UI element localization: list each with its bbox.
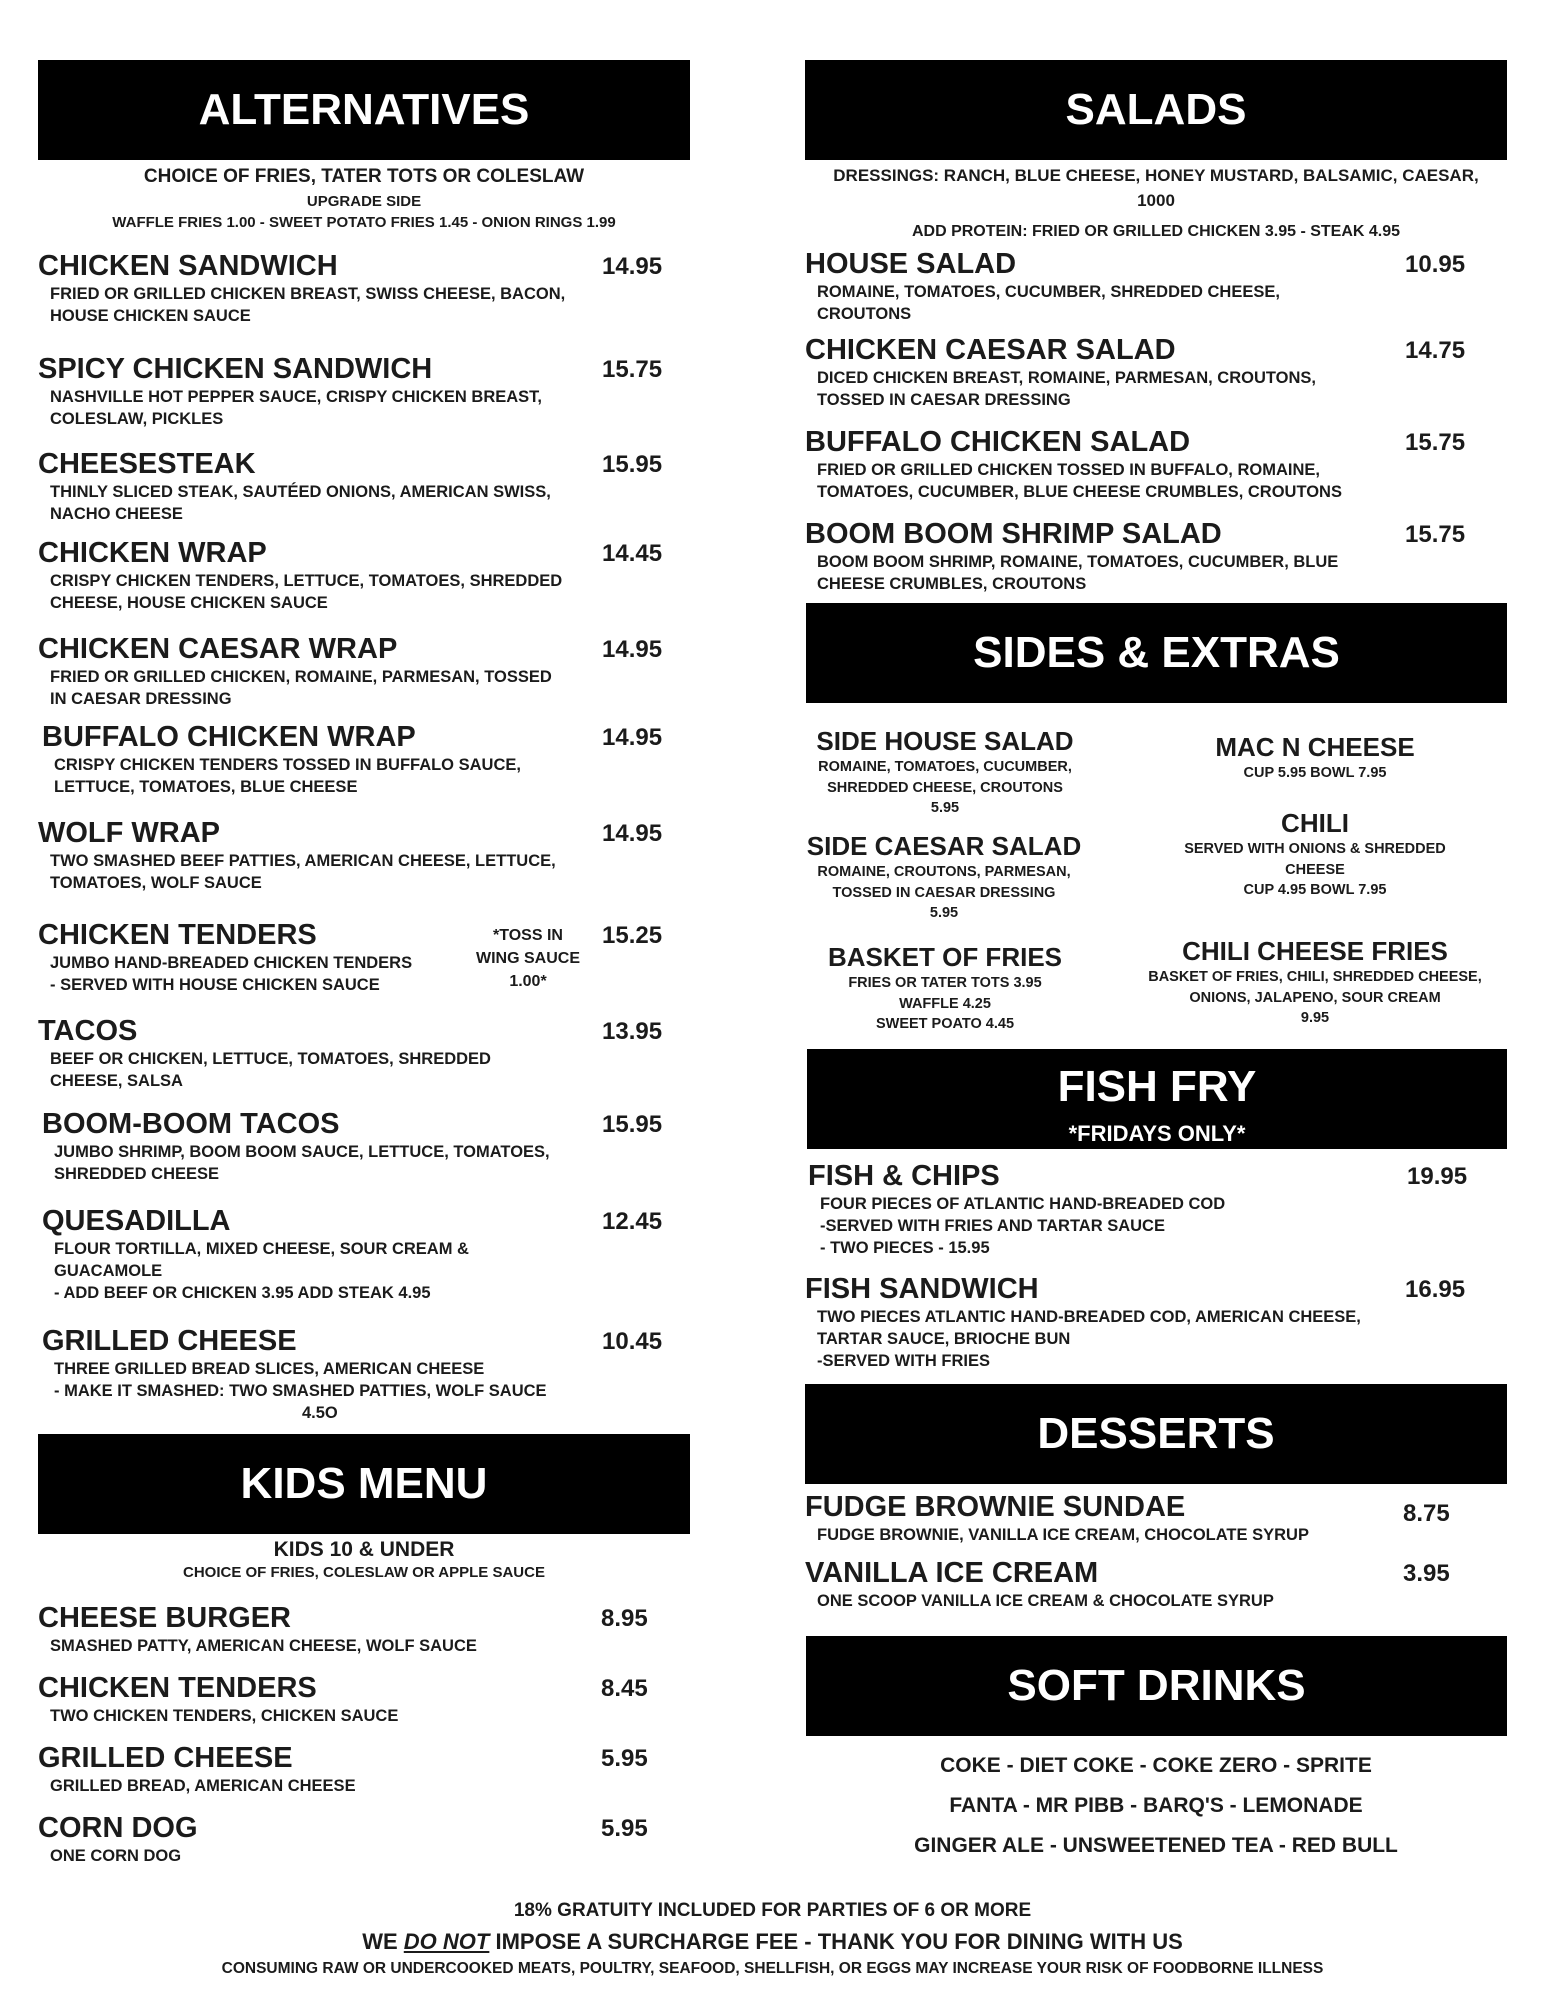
item-description: COLESLAW, PICKLES <box>50 410 224 428</box>
item-description: FRIED OR GRILLED CHICKEN BREAST, SWISS CHEESE, BACON, <box>50 285 566 303</box>
menu-item <box>805 1272 1507 1384</box>
side-price: 5.95 <box>929 905 959 921</box>
item-name: CHICKEN WRAP <box>38 537 267 569</box>
item-description: FUDGE BROWNIE, VANILLA ICE CREAM, CHOCOLATE SYRUP <box>817 1526 1309 1544</box>
drinks-line: GINGER ALE - UNSWEETENED TEA - RED BULL <box>914 1834 1398 1857</box>
item-price: 12.45 <box>602 1208 663 1235</box>
item-price: 15.95 <box>602 1111 663 1138</box>
item-description: SMASHED PATTY, AMERICAN CHEESE, WOLF SAUCE <box>50 1637 477 1655</box>
item-price: 15.75 <box>1405 521 1466 548</box>
item-description: HOUSE CHICKEN SAUCE <box>50 307 251 325</box>
item-price: 14.95 <box>602 253 663 280</box>
item-price: 14.95 <box>602 820 663 847</box>
gratuity-note: 18% GRATUITY INCLUDED FOR PARTIES OF 6 OR MORE <box>513 1900 1032 1921</box>
menu-item <box>38 447 690 536</box>
item-name: VANILLA ICE CREAM <box>805 1557 1099 1589</box>
menu-item <box>38 816 690 918</box>
item-description: FOUR PIECES OF ATLANTIC HAND-BREADED COD <box>820 1195 1226 1213</box>
side-description: CHEESE <box>1285 861 1345 878</box>
drinks-line: COKE - DIET COKE - COKE ZERO - SPRITE <box>940 1754 1372 1777</box>
item-description: CROUTONS <box>817 305 912 323</box>
side-name: SIDE HOUSE SALAD <box>816 726 1074 756</box>
item-name: BUFFALO CHICKEN SALAD <box>805 426 1191 458</box>
item-name: CHICKEN SANDWICH <box>38 250 338 282</box>
item-description: GRILLED BREAD, AMERICAN CHEESE <box>50 1777 356 1795</box>
chili-cheese-fries <box>1125 935 1505 1029</box>
item-description: - MAKE IT SMASHED: TWO SMASHED PATTIES, WOLF SAUCE <box>54 1382 547 1400</box>
item-name: HOUSE SALAD <box>805 248 1017 280</box>
desserts-header: DESSERTS <box>805 1384 1507 1484</box>
upgrade-side-label: UPGRADE SIDE <box>306 193 422 210</box>
side-description: ROMAINE, TOMATOES, CUCUMBER, <box>818 759 1072 775</box>
item-description: JUMBO HAND-BREADED CHICKEN TENDERS <box>50 954 413 972</box>
side-description: SERVED WITH ONIONS & SHREDDED <box>1184 841 1446 857</box>
item-description: BEEF OR CHICKEN, LETTUCE, TOMATOES, SHREDDED <box>50 1050 491 1068</box>
item-price: 10.95 <box>1405 251 1466 278</box>
side-name: MAC N CHEESE <box>1215 732 1415 762</box>
menu-item <box>38 1107 690 1204</box>
item-description: TWO CHICKEN TENDERS, CHICKEN SAUCE <box>50 1707 399 1725</box>
surcharge-emphasis: DO NOT <box>403 1929 490 1954</box>
item-description: IN CAESAR DRESSING <box>50 690 232 708</box>
alternatives-side-note: CHOICE OF FRIES, TATER TOTS OR COLESLAW <box>143 166 585 187</box>
fish-fry-title: FISH FRY <box>1057 1062 1257 1111</box>
kids-menu-header: KIDS MENU <box>38 1434 690 1534</box>
side-description: CUP 5.95 BOWL 7.95 <box>1243 765 1387 781</box>
item-description: TOMATOES, WOLF SAUCE <box>50 874 262 892</box>
item-name: WOLF WRAP <box>38 817 221 849</box>
item-name: SPICY CHICKEN SANDWICH <box>38 353 433 385</box>
item-price: 8.95 <box>601 1605 648 1632</box>
menu-item <box>38 1741 690 1811</box>
item-price: 5.95 <box>601 1745 648 1772</box>
menu-item <box>805 517 1507 603</box>
fish-fry-header <box>807 1049 1507 1149</box>
item-price: 15.95 <box>602 451 663 478</box>
side-name: CHILI <box>1281 808 1349 838</box>
item-name: CHICKEN CAESAR SALAD <box>805 334 1176 366</box>
item-name: FUDGE BROWNIE SUNDAE <box>805 1491 1186 1523</box>
item-description: CHEESE, SALSA <box>50 1072 183 1090</box>
menu-item <box>805 1159 1507 1272</box>
item-description: CRISPY CHICKEN TENDERS TOSSED IN BUFFALO SAUCE, <box>54 756 521 774</box>
toss-note-line: *TOSS IN <box>493 927 563 944</box>
kids-side-note: CHOICE OF FRIES, COLESLAW OR APPLE SAUCE <box>183 1564 545 1581</box>
item-price: 14.95 <box>602 636 663 663</box>
side-description: WAFFLE 4.25 <box>899 995 991 1012</box>
toss-note-line: 1.00* <box>509 973 547 990</box>
basket-of-fries <box>805 941 1085 1035</box>
item-description: CHEESE CRUMBLES, CROUTONS <box>817 575 1087 593</box>
item-name: CORN DOG <box>38 1812 198 1844</box>
kids-age-note: KIDS 10 & UNDER <box>273 1538 455 1561</box>
side-description: SWEET POATO 4.45 <box>875 1016 1015 1032</box>
foodborne-warning: CONSUMING RAW OR UNDERCOOKED MEATS, POULTRY, SEAFOOD, SHELLFISH, OR EGGS MAY INCREASE YOUR RISK OF FOODBORNE ILLNESS <box>221 1960 1324 1977</box>
menu-item <box>38 720 690 816</box>
add-protein-note: ADD PROTEIN: FRIED OR GRILLED CHICKEN 3.95 - STEAK 4.95 <box>911 223 1401 240</box>
dressings-note: DRESSINGS: RANCH, BLUE CHEESE, HONEY MUSTARD, BALSAMIC, CAESAR, <box>833 166 1479 185</box>
item-description: SHREDDED CHEESE <box>54 1165 220 1183</box>
item-description: THREE GRILLED BREAD SLICES, AMERICAN CHEESE <box>54 1360 485 1378</box>
item-price: 10.45 <box>602 1328 663 1355</box>
item-description: BOOM BOOM SHRIMP, ROMAINE, TOMATOES, CUCUMBER, BLUE <box>817 553 1339 571</box>
item-description: TOMATOES, CUCUMBER, BLUE CHEESE CRUMBLES, CROUTONS <box>817 483 1342 501</box>
side-name: SIDE CAESAR SALAD <box>806 831 1082 861</box>
item-price: 19.95 <box>1407 1163 1468 1190</box>
item-name: CHICKEN TENDERS <box>38 1672 317 1704</box>
item-description: - SERVED WITH HOUSE CHICKEN SAUCE <box>50 976 380 994</box>
menu-item <box>805 247 1507 333</box>
item-description: FRIED OR GRILLED CHICKEN, ROMAINE, PARMESAN, TOSSED <box>50 668 552 686</box>
item-name: CHICKEN CAESAR WRAP <box>38 633 398 665</box>
toss-note-line: WING SAUCE <box>476 950 580 967</box>
item-description: - TWO PIECES - 15.95 <box>820 1239 990 1257</box>
item-price: 3.95 <box>1403 1560 1450 1587</box>
item-price: 8.75 <box>1403 1500 1450 1527</box>
menu-item <box>38 1204 690 1324</box>
soft-drinks-list <box>805 1746 1507 1866</box>
item-description: FLOUR TORTILLA, MIXED CHEESE, SOUR CREAM & <box>54 1240 469 1258</box>
fridays-only-note: *FRIDAYS ONLY* <box>1068 1121 1246 1146</box>
item-description: CHEESE, HOUSE CHICKEN SAUCE <box>50 594 328 612</box>
item-price: 5.95 <box>601 1815 648 1842</box>
chili <box>1140 807 1490 901</box>
item-name: CHEESE BURGER <box>38 1602 291 1634</box>
side-description: 9.95 <box>1300 1010 1330 1026</box>
menu-item <box>38 1601 690 1671</box>
sides-extras-header: SIDES & EXTRAS <box>806 603 1507 703</box>
item-price: 15.25 <box>602 922 663 949</box>
menu-item <box>38 249 690 352</box>
item-description: NACHO CHEESE <box>50 505 183 523</box>
side-price: 5.95 <box>930 800 960 816</box>
menu-item <box>38 918 690 1014</box>
item-description: JUMBO SHRIMP, BOOM BOOM SAUCE, LETTUCE, TOMATOES, <box>54 1143 550 1161</box>
left-column <box>38 60 690 1871</box>
item-description: - ADD BEEF OR CHICKEN 3.95 ADD STEAK 4.95 <box>54 1284 431 1302</box>
menu-item <box>38 1671 690 1741</box>
item-description: FRIED OR GRILLED CHICKEN TOSSED IN BUFFALO, ROMAINE, <box>817 461 1320 479</box>
item-name: GRILLED CHEESE <box>38 1742 293 1774</box>
item-name: TACOS <box>38 1015 138 1047</box>
drinks-line: FANTA - MR PIBB - BARQ'S - LEMONADE <box>949 1794 1363 1817</box>
item-price: 14.45 <box>602 540 663 567</box>
surcharge-text: IMPOSE A SURCHARGE FEE - THANK YOU FOR DINING WITH US <box>489 1929 1183 1954</box>
item-price: 15.75 <box>602 356 663 383</box>
item-description: LETTUCE, TOMATOES, BLUE CHEESE <box>54 778 358 796</box>
item-price: 15.75 <box>1405 429 1466 456</box>
surcharge-text: WE <box>362 1929 404 1954</box>
side-description: ONIONS, JALAPENO, SOUR CREAM <box>1189 989 1441 1006</box>
menu-item <box>805 333 1507 425</box>
sides-grid <box>805 703 1507 1049</box>
item-description: ONE CORN DOG <box>50 1847 182 1865</box>
item-description: ROMAINE, TOMATOES, CUCUMBER, SHREDDED CHEESE, <box>817 283 1280 301</box>
upgrade-side-prices: WAFFLE FRIES 1.00 - SWEET POTATO FRIES 1.45 - ONION RINGS 1.99 <box>112 214 616 231</box>
side-description: TOSSED IN CAESAR DRESSING <box>832 884 1056 901</box>
item-description: 4.5O <box>302 1404 338 1422</box>
item-price: 14.75 <box>1405 337 1466 364</box>
item-description: -SERVED WITH FRIES <box>817 1352 990 1370</box>
item-description: TOSSED IN CAESAR DRESSING <box>817 391 1071 409</box>
item-description: TWO PIECES ATLANTIC HAND-BREADED COD, AMERICAN CHEESE, <box>817 1308 1361 1326</box>
side-house-salad <box>805 725 1085 819</box>
side-name: BASKET OF FRIES <box>827 942 1062 972</box>
side-description: ROMAINE, CROUTONS, PARMESAN, <box>817 864 1071 880</box>
menu-item <box>38 352 690 447</box>
item-price: 8.45 <box>601 1675 648 1702</box>
menu-item <box>38 1324 690 1428</box>
item-name: BUFFALO CHICKEN WRAP <box>42 721 416 753</box>
item-description: NASHVILLE HOT PEPPER SAUCE, CRISPY CHICKEN BREAST, <box>50 388 543 406</box>
item-description: TARTAR SAUCE, BRIOCHE BUN <box>817 1330 1071 1348</box>
item-name: CHICKEN TENDERS <box>38 919 317 951</box>
item-description: ONE SCOOP VANILLA ICE CREAM & CHOCOLATE SYRUP <box>817 1592 1274 1610</box>
item-description: THINLY SLICED STEAK, SAUTÉED ONIONS, AMERICAN SWISS, <box>50 483 551 501</box>
item-description: DICED CHICKEN BREAST, ROMAINE, PARMESAN, CROUTONS, <box>817 369 1317 387</box>
side-description: FRIES OR TATER TOTS 3.95 <box>848 975 1042 991</box>
side-description: CUP 4.95 BOWL 7.95 <box>1243 882 1387 898</box>
item-price: 16.95 <box>1405 1276 1466 1303</box>
menu-item <box>805 425 1507 517</box>
item-name: CHEESESTEAK <box>38 448 256 480</box>
right-column <box>805 60 1507 1866</box>
item-description: TWO SMASHED BEEF PATTIES, AMERICAN CHEESE, LETTUCE, <box>50 852 556 870</box>
menu-item <box>38 1811 690 1871</box>
item-description: GUACAMOLE <box>54 1262 163 1280</box>
surcharge-note <box>0 1929 1545 1955</box>
item-name: QUESADILLA <box>42 1205 231 1237</box>
menu-item <box>38 1014 690 1107</box>
menu-item <box>38 536 690 632</box>
item-name: BOOM BOOM SHRIMP SALAD <box>805 518 1222 550</box>
alternatives-header: ALTERNATIVES <box>38 60 690 160</box>
salads-header: SALADS <box>805 60 1507 160</box>
item-description: CRISPY CHICKEN TENDERS, LETTUCE, TOMATOES, SHREDDED <box>50 572 563 590</box>
menu-item <box>805 1556 1507 1636</box>
item-name: FISH SANDWICH <box>805 1273 1039 1305</box>
side-description: BASKET OF FRIES, CHILI, SHREDDED CHEESE, <box>1148 969 1482 985</box>
mac-n-cheese <box>1140 731 1490 784</box>
menu-item <box>38 632 690 720</box>
item-name: GRILLED CHEESE <box>42 1325 297 1357</box>
side-caesar-salad <box>799 830 1089 924</box>
side-name: CHILI CHEESE FRIES <box>1182 936 1448 966</box>
item-name: FISH & CHIPS <box>808 1160 1000 1192</box>
side-description: SHREDDED CHEESE, CROUTONS <box>827 779 1063 796</box>
item-price: 13.95 <box>602 1018 663 1045</box>
soft-drinks-header: SOFT DRINKS <box>806 1636 1507 1736</box>
item-name: BOOM-BOOM TACOS <box>42 1108 340 1140</box>
toss-in-wing-sauce-note <box>458 924 598 993</box>
item-price: 14.95 <box>602 724 663 751</box>
menu-item <box>805 1490 1507 1556</box>
item-description: -SERVED WITH FRIES AND TARTAR SAUCE <box>820 1217 1165 1235</box>
dressings-note-cont: 1000 <box>1137 191 1175 210</box>
